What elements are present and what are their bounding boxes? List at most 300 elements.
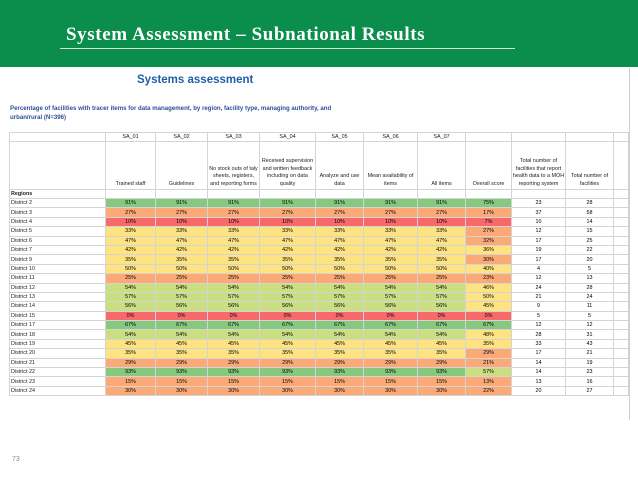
percent-cell: 45% [156,339,208,348]
percent-cell: 30% [106,386,156,395]
district-name: District 18 [10,330,106,339]
percent-cell: 29% [208,358,260,367]
blank-cell [614,264,629,273]
overall-score-cell: 29% [466,349,512,358]
blank-cell [614,217,629,226]
blank-cell [566,190,614,199]
percent-cell: 50% [156,264,208,273]
percent-cell: 67% [208,321,260,330]
overall-score-cell: 30% [466,255,512,264]
percent-cell: 56% [106,302,156,311]
sheet-subtitle: Percentage of facilities with tracer items for data management, by region, facility type, managing authority, and urban/rural (N=396) [10,105,332,121]
blank-cell [10,133,106,142]
table-row [10,330,629,339]
district-name: District 9 [10,255,106,264]
overall-score-cell: 75% [466,199,512,208]
percent-cell: 0% [260,311,316,320]
column-code: SA_07 [418,133,466,142]
percent-cell: 0% [316,311,364,320]
percent-cell: 93% [260,368,316,377]
percent-cell: 25% [208,274,260,283]
district-name: District 23 [10,377,106,386]
blank-cell [466,133,512,142]
percent-cell: 25% [364,274,418,283]
district-name: District 13 [10,292,106,301]
blank-cell [614,208,629,217]
column-header: Received supervision and written feedback including on data quality [260,142,316,190]
blank-cell [614,302,629,311]
district-name: District 19 [10,339,106,348]
table-row [10,311,629,320]
reporting-count-cell: 19 [512,245,566,254]
percent-cell: 56% [156,302,208,311]
percent-cell: 93% [106,368,156,377]
percent-cell: 25% [156,274,208,283]
facility-count-cell: 58 [566,208,614,217]
blank-cell [260,190,316,199]
district-name: District 15 [10,311,106,320]
reporting-count-cell: 12 [512,274,566,283]
table-row [10,339,629,348]
percent-cell: 33% [316,227,364,236]
district-name: District 2 [10,199,106,208]
facility-count-cell: 27 [566,386,614,395]
percent-cell: 30% [364,386,418,395]
results-table [9,132,629,396]
percent-cell: 10% [106,217,156,226]
percent-cell: 50% [260,264,316,273]
blank-cell [512,190,566,199]
overall-score-cell: 21% [466,358,512,367]
reporting-count-cell: 17 [512,349,566,358]
percent-cell: 54% [156,330,208,339]
overall-score-cell: 17% [466,208,512,217]
title-banner [0,0,638,67]
percent-cell: 45% [106,339,156,348]
percent-cell: 35% [156,349,208,358]
percent-cell: 42% [364,245,418,254]
blank-cell [614,368,629,377]
percent-cell: 15% [106,377,156,386]
percent-cell: 30% [316,386,364,395]
overall-score-cell: 40% [466,264,512,273]
reporting-count-cell: 10 [512,217,566,226]
reporting-count-cell: 33 [512,339,566,348]
district-name: District 17 [10,321,106,330]
percent-cell: 29% [364,358,418,367]
percent-cell: 91% [208,199,260,208]
percent-cell: 54% [260,330,316,339]
overall-score-cell: 57% [466,368,512,377]
percent-cell: 15% [156,377,208,386]
column-header: Trained staff [106,142,156,190]
reporting-count-cell: 21 [512,292,566,301]
percent-cell: 67% [364,321,418,330]
percent-cell: 15% [208,377,260,386]
percent-cell: 10% [364,217,418,226]
blank-cell [614,199,629,208]
column-header: Total number of facilities [566,142,614,190]
percent-cell: 67% [316,321,364,330]
percent-cell: 25% [418,274,466,283]
percent-cell: 91% [260,199,316,208]
district-name: District 3 [10,208,106,217]
district-name: District 21 [10,358,106,367]
percent-cell: 54% [418,330,466,339]
district-name: District 11 [10,274,106,283]
blank-cell [614,349,629,358]
code-row [10,133,629,142]
percent-cell: 10% [418,217,466,226]
percent-cell: 35% [156,255,208,264]
blank-cell [614,358,629,367]
reporting-count-cell: 17 [512,236,566,245]
blank-cell [614,255,629,264]
reporting-count-cell: 37 [512,208,566,217]
percent-cell: 57% [316,292,364,301]
percent-cell: 91% [364,199,418,208]
column-header: Overall score [466,142,512,190]
facility-count-cell: 23 [566,368,614,377]
percent-cell: 67% [106,321,156,330]
table-row [10,377,629,386]
reporting-count-cell: 13 [512,377,566,386]
percent-cell: 91% [156,199,208,208]
percent-cell: 33% [418,227,466,236]
percent-cell: 29% [316,358,364,367]
percent-cell: 0% [208,311,260,320]
section-row [10,190,629,199]
percent-cell: 0% [156,311,208,320]
percent-cell: 57% [260,292,316,301]
reporting-count-cell: 20 [512,386,566,395]
district-name: District 5 [10,227,106,236]
blank-cell [10,142,106,190]
section-label: Regions [10,190,106,199]
percent-cell: 56% [418,302,466,311]
percent-cell: 67% [418,321,466,330]
percent-cell: 42% [156,245,208,254]
percent-cell: 47% [156,236,208,245]
facility-count-cell: 28 [566,199,614,208]
column-code: SA_02 [156,133,208,142]
blank-cell [566,133,614,142]
percent-cell: 93% [208,368,260,377]
percent-cell: 30% [208,386,260,395]
percent-cell: 0% [418,311,466,320]
percent-cell: 91% [106,199,156,208]
percent-cell: 27% [364,208,418,217]
percent-cell: 56% [364,302,418,311]
percent-cell: 50% [418,264,466,273]
percent-cell: 33% [106,227,156,236]
overall-score-cell: 36% [466,245,512,254]
blank-cell [614,311,629,320]
facility-count-cell: 16 [566,377,614,386]
percent-cell: 25% [260,274,316,283]
column-header: Total number of facilities that report health data to a MOH reporting system [512,142,566,190]
header-row [10,142,629,190]
facility-count-cell: 22 [566,245,614,254]
percent-cell: 54% [106,283,156,292]
percent-cell: 56% [208,302,260,311]
district-name: District 12 [10,283,106,292]
percent-cell: 10% [156,217,208,226]
percent-cell: 15% [316,377,364,386]
reporting-count-cell: 4 [512,264,566,273]
percent-cell: 57% [418,292,466,301]
percent-cell: 10% [316,217,364,226]
overall-score-cell: 45% [466,302,512,311]
percent-cell: 33% [208,227,260,236]
table-row [10,264,629,273]
percent-cell: 47% [418,236,466,245]
percent-cell: 93% [156,368,208,377]
percent-cell: 47% [260,236,316,245]
blank-cell [614,339,629,348]
percent-cell: 42% [260,245,316,254]
facility-count-cell: 43 [566,339,614,348]
percent-cell: 54% [156,283,208,292]
district-name: District 14 [10,302,106,311]
column-header: Mean availability of items [364,142,418,190]
percent-cell: 15% [260,377,316,386]
percent-cell: 35% [316,255,364,264]
percent-cell: 93% [364,368,418,377]
facility-count-cell: 19 [566,358,614,367]
percent-cell: 0% [106,311,156,320]
facility-count-cell: 5 [566,311,614,320]
title-underline [60,48,515,49]
blank-cell [614,386,629,395]
percent-cell: 27% [260,208,316,217]
percent-cell: 30% [260,386,316,395]
district-name: District 24 [10,386,106,395]
percent-cell: 54% [260,283,316,292]
percent-cell: 45% [316,339,364,348]
percent-cell: 57% [106,292,156,301]
percent-cell: 56% [260,302,316,311]
overall-score-cell: 13% [466,377,512,386]
percent-cell: 35% [418,349,466,358]
percent-cell: 30% [156,386,208,395]
overall-score-cell: 23% [466,274,512,283]
blank-cell [614,377,629,386]
percent-cell: 45% [208,339,260,348]
facility-count-cell: 14 [566,217,614,226]
overall-score-cell: 7% [466,217,512,226]
facility-count-cell: 13 [566,274,614,283]
overall-score-cell: 50% [466,292,512,301]
percent-cell: 10% [260,217,316,226]
facility-count-cell: 5 [566,264,614,273]
percent-cell: 54% [316,283,364,292]
percent-cell: 35% [208,349,260,358]
percent-cell: 42% [316,245,364,254]
blank-cell [316,190,364,199]
percent-cell: 91% [418,199,466,208]
percent-cell: 27% [208,208,260,217]
percent-cell: 35% [106,255,156,264]
blank-cell [614,321,629,330]
overall-score-cell: 35% [466,339,512,348]
table-row [10,321,629,330]
blank-cell [614,133,629,142]
table-row [10,199,629,208]
percent-cell: 91% [316,199,364,208]
facility-count-cell: 31 [566,330,614,339]
table-row [10,217,629,226]
percent-cell: 25% [316,274,364,283]
percent-cell: 35% [316,349,364,358]
overall-score-cell: 27% [466,227,512,236]
percent-cell: 15% [418,377,466,386]
percent-cell: 29% [260,358,316,367]
percent-cell: 45% [364,339,418,348]
percent-cell: 25% [106,274,156,283]
facility-count-cell: 28 [566,283,614,292]
table-row [10,283,629,292]
facility-count-cell: 21 [566,349,614,358]
percent-cell: 50% [316,264,364,273]
percent-cell: 35% [364,349,418,358]
table-row [10,245,629,254]
blank-cell [106,190,156,199]
reporting-count-cell: 23 [512,199,566,208]
facility-count-cell: 24 [566,292,614,301]
blank-cell [614,227,629,236]
percent-cell: 45% [260,339,316,348]
table-row [10,368,629,377]
column-code: SA_06 [364,133,418,142]
table-row [10,274,629,283]
percent-cell: 50% [364,264,418,273]
district-name: District 22 [10,368,106,377]
table-row [10,236,629,245]
percent-cell: 15% [364,377,418,386]
table-row [10,208,629,217]
percent-cell: 93% [418,368,466,377]
district-name: District 7 [10,245,106,254]
percent-cell: 27% [316,208,364,217]
overall-score-cell: 22% [466,386,512,395]
reporting-count-cell: 14 [512,368,566,377]
overall-score-cell: 46% [466,283,512,292]
percent-cell: 54% [364,283,418,292]
percent-cell: 29% [418,358,466,367]
blank-cell [614,190,629,199]
percent-cell: 47% [208,236,260,245]
reporting-count-cell: 24 [512,283,566,292]
percent-cell: 93% [316,368,364,377]
column-header: Guidelines [156,142,208,190]
blank-cell [512,133,566,142]
column-header: All items [418,142,466,190]
reporting-count-cell: 5 [512,311,566,320]
percent-cell: 35% [364,255,418,264]
blank-cell [364,190,418,199]
percent-cell: 54% [208,283,260,292]
reporting-count-cell: 12 [512,321,566,330]
percent-cell: 50% [106,264,156,273]
overall-score-cell: 0% [466,311,512,320]
column-header: No stock outs of taly sheets, registers, and reporting forms [208,142,260,190]
blank-cell [614,274,629,283]
facility-count-cell: 25 [566,236,614,245]
district-name: District 6 [10,236,106,245]
facility-count-cell: 11 [566,302,614,311]
percent-cell: 54% [208,330,260,339]
blank-cell [156,190,208,199]
facility-count-cell: 20 [566,255,614,264]
percent-cell: 33% [260,227,316,236]
percent-cell: 54% [316,330,364,339]
table-row [10,227,629,236]
percent-cell: 27% [156,208,208,217]
percent-cell: 45% [418,339,466,348]
percent-cell: 67% [260,321,316,330]
blank-cell [614,245,629,254]
blank-cell [208,190,260,199]
facility-count-cell: 12 [566,321,614,330]
reporting-count-cell: 17 [512,255,566,264]
percent-cell: 33% [364,227,418,236]
percent-cell: 35% [418,255,466,264]
percent-cell: 57% [364,292,418,301]
table-row [10,292,629,301]
district-name: District 20 [10,349,106,358]
percent-cell: 47% [106,236,156,245]
reporting-count-cell: 12 [512,227,566,236]
slide-title: System Assessment – Subnational Results [66,24,426,45]
table-row [10,349,629,358]
blank-cell [614,236,629,245]
column-header: Analyze and use data [316,142,364,190]
percent-cell: 27% [106,208,156,217]
percent-cell: 35% [260,349,316,358]
blank-cell [614,283,629,292]
percent-cell: 57% [156,292,208,301]
overall-score-cell: 32% [466,236,512,245]
reporting-count-cell: 28 [512,330,566,339]
blank-cell [614,330,629,339]
percent-cell: 54% [106,330,156,339]
blank-cell [466,190,512,199]
percent-cell: 47% [316,236,364,245]
percent-cell: 50% [208,264,260,273]
facility-count-cell: 15 [566,227,614,236]
percent-cell: 54% [418,283,466,292]
page-number: 73 [12,456,20,463]
percent-cell: 29% [106,358,156,367]
blank-cell [614,142,629,190]
percent-cell: 27% [418,208,466,217]
percent-cell: 67% [156,321,208,330]
percent-cell: 47% [364,236,418,245]
percent-cell: 29% [156,358,208,367]
table-row [10,302,629,311]
column-code: SA_05 [316,133,364,142]
district-name: District 10 [10,264,106,273]
table-row [10,255,629,264]
column-code: SA_03 [208,133,260,142]
blank-cell [614,292,629,301]
percent-cell: 33% [156,227,208,236]
percent-cell: 42% [418,245,466,254]
percent-cell: 30% [418,386,466,395]
percent-cell: 0% [364,311,418,320]
percent-cell: 35% [106,349,156,358]
